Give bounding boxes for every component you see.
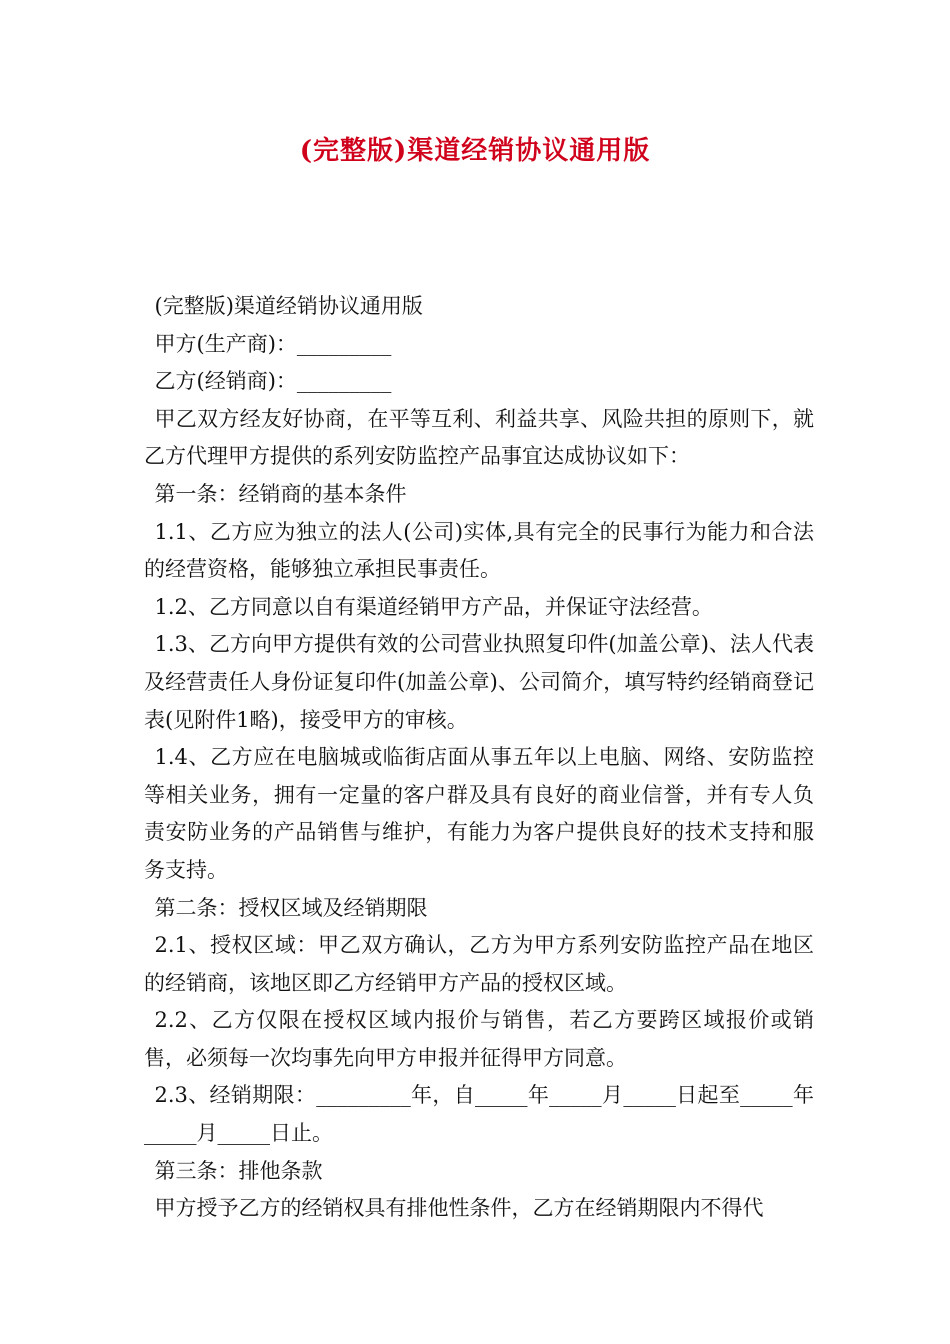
clause-2-2: 2.2、乙方仅限在授权区域内报价与销售，若乙方要跨区域报价或销售，必须每一次均事先向甲方申报并征得甲方同意。 [144,1008,814,1070]
clause-1-2: 1.2、乙方同意以自有渠道经销甲方产品，并保证守法经营。 [154,594,713,619]
document-title: (完整版)渠道经销协议通用版 [299,136,651,166]
section-heading-3: 第三条：排他条款 [154,1158,323,1183]
paragraph-party-b: 乙方(经销商)：_________ [154,369,392,394]
clause-3-text: 甲方授予乙方的经销权具有排他性条件，乙方在经销期限内不得代 [154,1196,764,1221]
paragraph-preamble: 甲乙双方经友好协商，在平等互利、利益共享、风险共担的原则下，就乙方代理甲方提供的系列安防监控产品事宜达成协议如下： [144,406,814,469]
clause-1-4: 1.4、乙方应在电脑城或临街店面从事五年以上电脑、网络、安防监控等相关业务，拥有一定量的客户群及具有良好的商业信誉，并有专人负责安防业务的产品销售与维护，有能力为客户提供良好的技术支持和服务支持。 [144,745,814,882]
clause-2-3: 2.3、经销期限：_________年，自_____年_____月_____日起至_____年_____月_____日止。 [144,1083,814,1146]
document-body [144,288,814,1228]
clause-1-1: 1.1、乙方应为独立的法人(公司)实体,具有完全的民事行为能力和合法的经营资格，能够独立承担民事责任。 [144,519,814,582]
paragraph-heading: (完整版)渠道经销协议通用版 [154,294,423,318]
clause-2-1: 2.1、授权区域：甲乙双方确认，乙方为甲方系列安防监控产品在地区的经销商，该地区即乙方经销甲方产品的授权区域。 [144,933,814,995]
section-heading-1: 第一条：经销商的基本条件 [154,481,407,506]
clause-1-3: 1.3、乙方向甲方提供有效的公司营业执照复印件(加盖公章)、法人代表及经营责任人身份证复印件(加盖公章)、公司简介，填写特约经销商登记表(见附件1略)，接受甲方的审核。 [144,632,814,732]
section-heading-2: 第二条：授权区域及经销期限 [154,895,428,920]
paragraph-party-a: 甲方(生产商)：_________ [154,331,392,356]
